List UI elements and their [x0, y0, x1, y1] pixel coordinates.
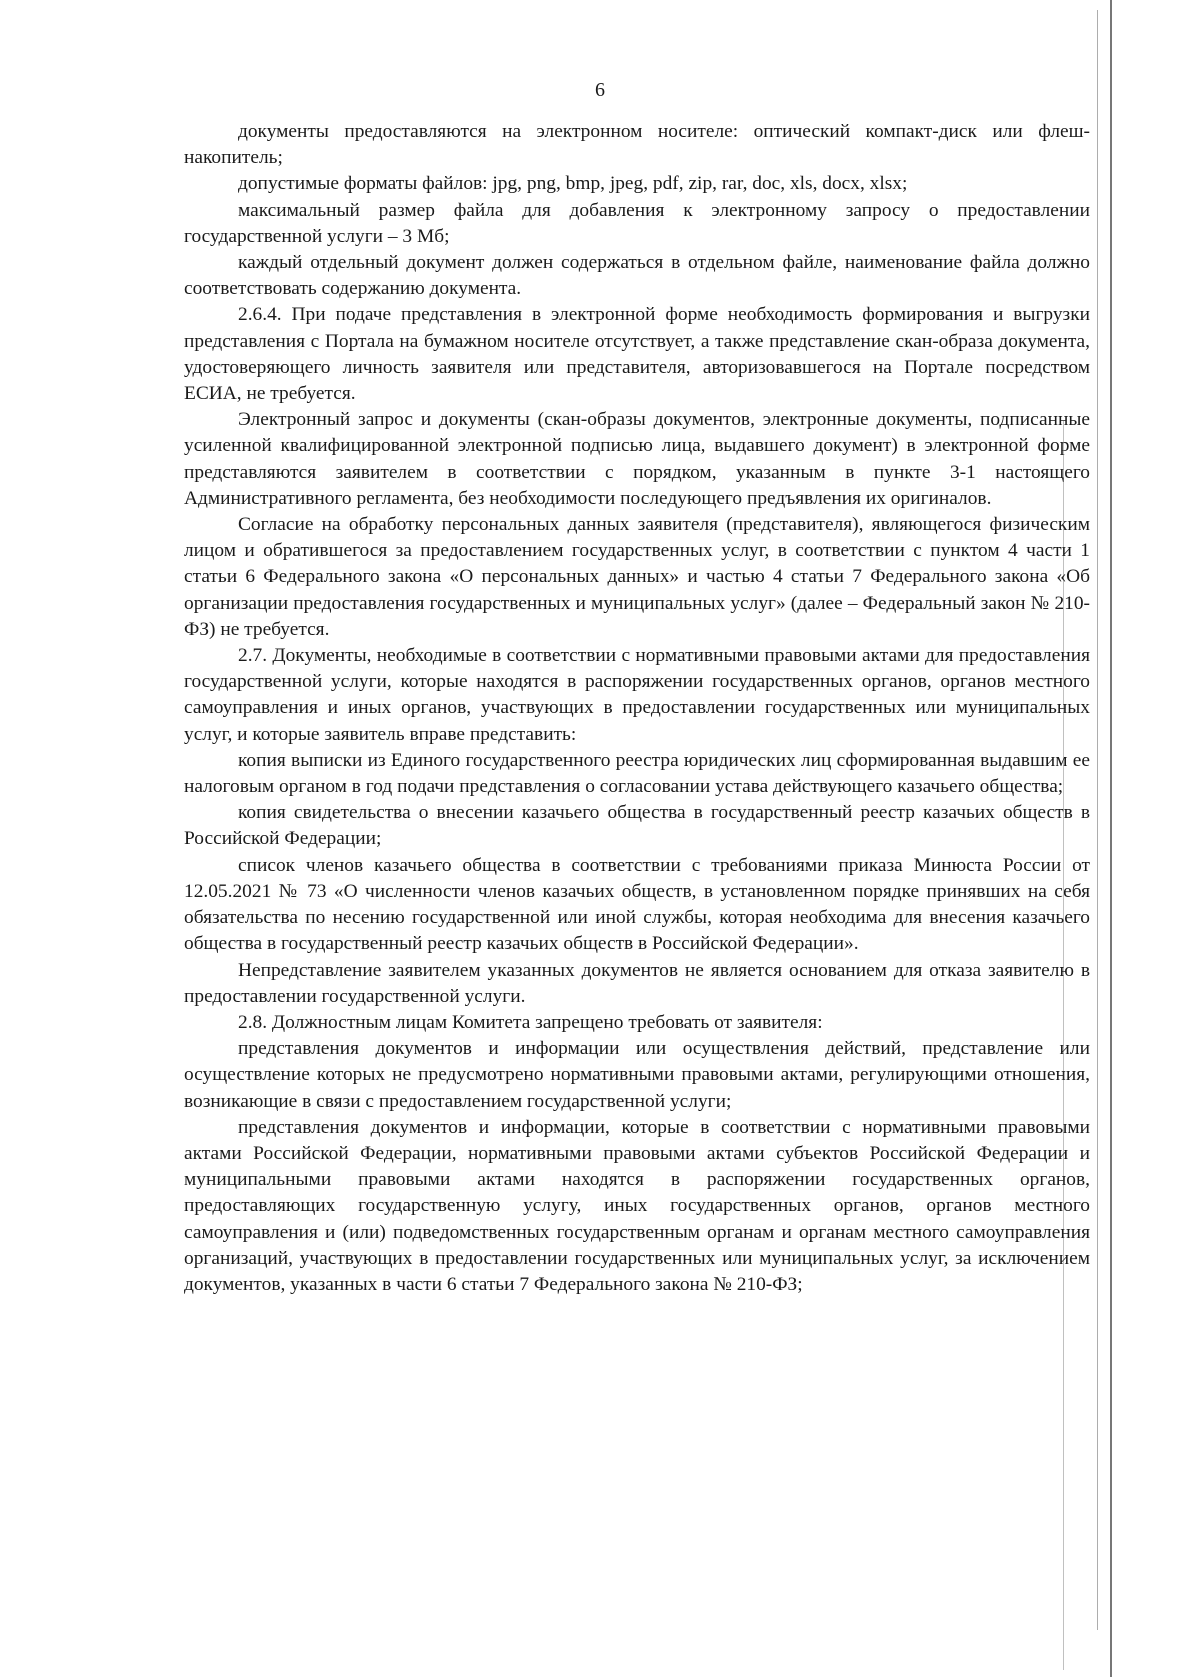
paragraph: 2.7. Документы, необходимые в соответствии с нормативными правовыми актами для предоставления государственной услуги, которые находятся в распоряжении государственных органов, органов местного самоуправления и иных органов, участвующих в предоставлении государственных или муниципальных услуг, и которые заявитель вправе представить:: [184, 645, 1090, 745]
paragraph: список членов казачьего общества в соответствии с требованиями приказа Минюста России от 12.05.2021 № 73 «О численности членов казачьих обществ, в установленном порядке принявших на себя обязательства по несению государственной или иной службы, которая необходима для внесения казачьего общества в государственный реестр казачьих обществ в Российской Федерации».: [184, 854, 1090, 955]
scan-edge-line: [1110, 0, 1112, 1677]
paragraph: Согласие на обработку персональных данных заявителя (представителя), являющегося физическим лицом и обратившегося за предоставлением государственных услуг, в соответствии с пунктом 4 части 1 статьи 6 Федерального закона «О персональных данных» и частью 4 статьи 7 Федерального закона «Об организации предоставления государственных и муниципальных услуг» (далее – Федеральный закон № 210-ФЗ) не требуется.: [184, 514, 1090, 640]
page-number: 6: [595, 79, 605, 101]
paragraph: документы предоставляются на электронном носителе: оптический компакт-диск или флеш-накопитель;: [184, 121, 1090, 169]
paragraph: 2.8. Должностным лицам Комитета запрещено требовать от заявителя:: [238, 1011, 823, 1033]
paragraph: максимальный размер файла для добавления к электронному запросу о предоставлении государственной услуги – 3 Мб;: [184, 199, 1090, 247]
paragraph: допустимые форматы файлов: jpg, png, bmp, jpeg, pdf, zip, rar, doc, xls, docx, xlsx;: [238, 173, 908, 195]
paragraph: представления документов и информации или осуществления действий, представление или осуществление которых не предусмотрено нормативными правовыми актами, регулирующими отношения, возникающие в связи с предоставлением государственной услуги;: [184, 1038, 1090, 1112]
paragraph: каждый отдельный документ должен содержаться в отдельном файле, наименование файла должно соответствовать содержанию документа.: [184, 252, 1090, 300]
paragraph: копия выписки из Единого государственного реестра юридических лиц сформированная выдавшим ее налоговым органом в год подачи представления о согласовании устава действующего казачьего общества;: [184, 749, 1090, 798]
paragraph: представления документов и информации, которые в соответствии с нормативными правовыми актами Российской Федерации, нормативными правовыми актами субъектов Российской Федерации и муниципальными правовыми актами находятся в распоряжении государственных органов, предоставляющих государственную услугу, иных государственных органов, органов местного самоуправления и (или) подведомственных государственным органам и органам местного самоуправления организаций, участвующих в предоставлении государственных или муниципальных услуг, за исключением документов, указанных в части 6 статьи 7 Федерального закона № 210-ФЗ;: [184, 1116, 1090, 1295]
paragraph: 2.6.4. При подаче представления в электронной форме необходимость формирования и выгрузки представления с Портала на бумажном носителе отсутствует, а также представление скан-образа документа, удостоверяющего личность заявителя или представителя, авторизовавшегося на Портале посредством ЕСИА, не требуется.: [184, 304, 1090, 405]
paragraph: Непредставление заявителем указанных документов не является основанием для отказа заявителю в предоставлении государственной услуги.: [184, 959, 1090, 1007]
paragraph: копия свидетельства о внесении казачьего общества в государственный реестр казачьих обществ в Российской Федерации;: [184, 802, 1090, 850]
scan-edge-line: [1097, 10, 1098, 1630]
body-text: [184, 119, 1090, 1298]
scan-edge-line: [1063, 420, 1064, 1670]
paragraph: Электронный запрос и документы (скан-образы документов, электронные документы, подписанные усиленной квалифицированной электронной подписью лица, выдавшего документ) в электронной форме представляются заявителем в соответствии с порядком, указанным в пункте 3-1 настоящего Административного регламента, без необходимости последующего предъявления их оригиналов.: [184, 409, 1090, 509]
